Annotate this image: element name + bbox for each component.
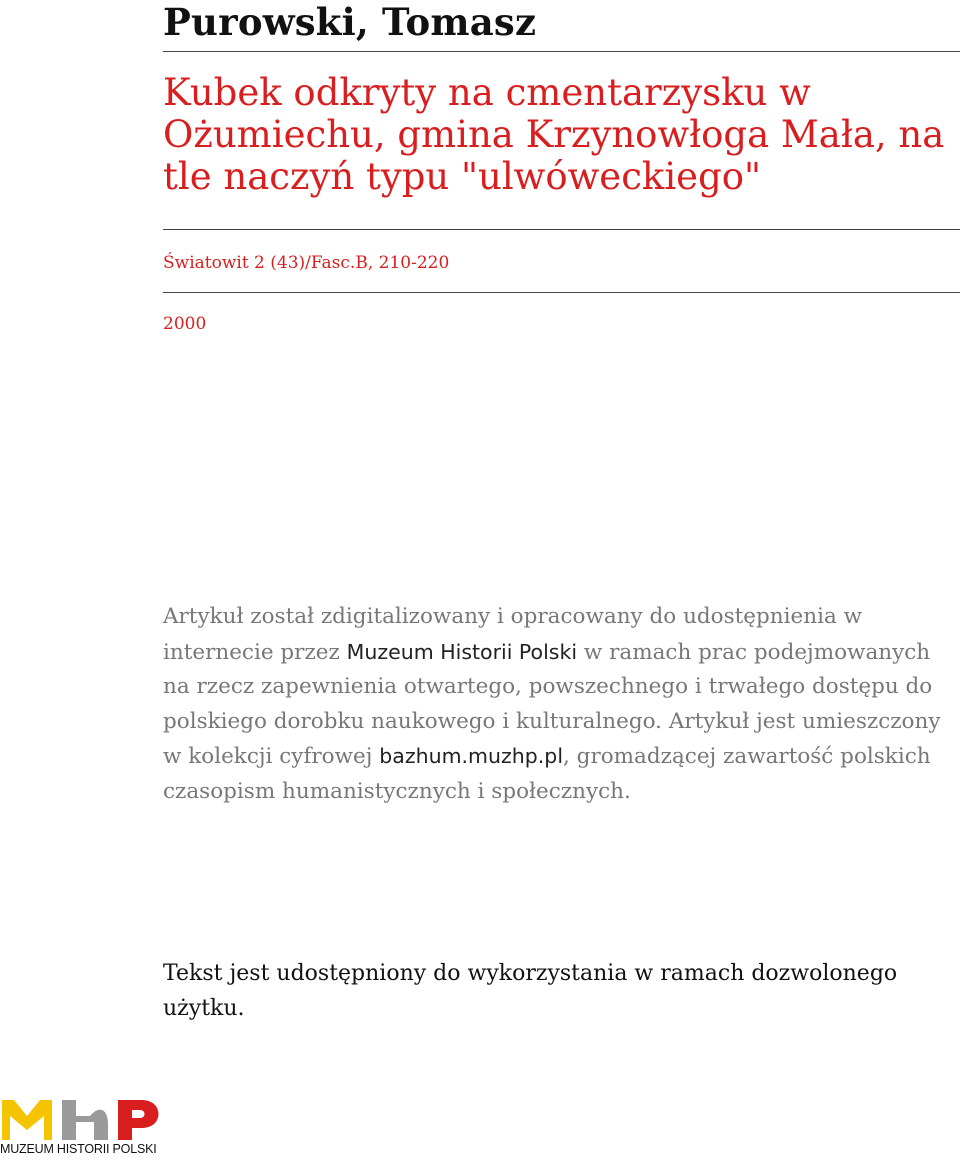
statement-part-3: , gromadzącej zawartość polskich czasopism humanistycznych i społecznych. [163, 744, 931, 804]
usage-notice: Tekst jest udostępniony do wykorzystania w ramach dozwolonego użytku. [163, 961, 898, 1021]
site-link[interactable]: bazhum.muzhp.pl [379, 744, 564, 768]
digitization-statement [163, 600, 953, 809]
article-title: Kubek odkryty na cmentarzysku w Ożumiechu, gmina Krzynowłoga Mała, na tle naczyń typu "ulwóweckiego" [163, 71, 945, 198]
museum-name: Muzeum Historii Polski [346, 639, 578, 664]
publication-year: 2000 [163, 314, 207, 334]
museum-logo-text: MUZEUM HISTORII POLSKI [0, 1142, 157, 1156]
statement-part-2: w ramach prac podejmowanych na rzecz zapewnienia otwartego, powszechnego i trwałego dostępu do polskiego dorobku naukowego i kulturalnego. Artykuł jest umieszczony w kolekcji cyfrowej [163, 639, 941, 769]
divider-source [163, 292, 960, 293]
statement-part-1: Artykuł został zdigitalizowany i opracowany do udostępnienia w internecie przez [163, 604, 863, 665]
museum-logo-icon [2, 1092, 162, 1142]
divider-title [163, 229, 960, 230]
divider-top [163, 51, 960, 52]
museum-logo [0, 1092, 170, 1158]
author-name: Purowski, Tomasz [163, 0, 537, 44]
source-citation: Światowit 2 (43)/Fasc.B, 210-220 [163, 253, 450, 273]
